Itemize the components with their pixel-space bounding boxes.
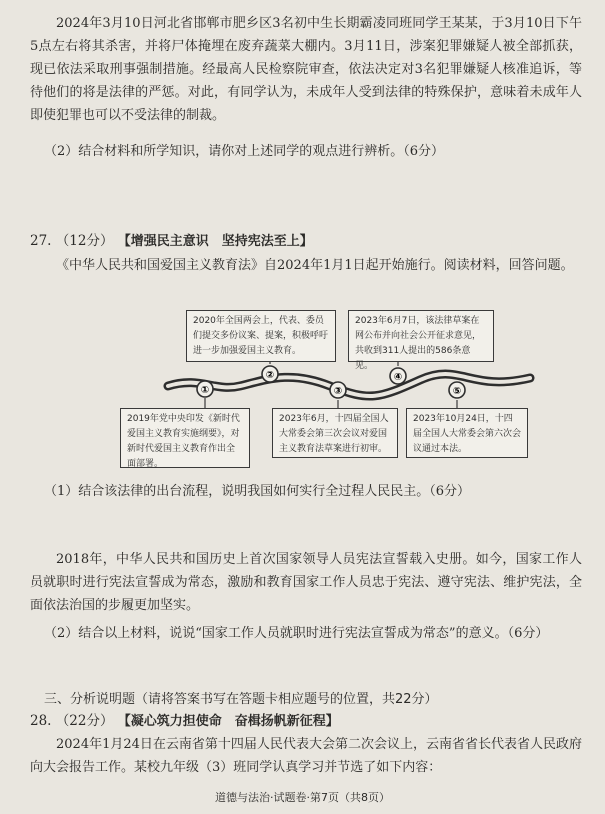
section-3-title: 三、分析说明题（请将答案书写在答题卡相应题号的位置，共22分） (44, 692, 438, 707)
svg-text:⑤: ⑤ (452, 386, 462, 397)
step-marker-1 (197, 381, 213, 397)
svg-text:②: ② (265, 370, 275, 381)
question-27-material-2: 2018年，中华人民共和国历史上首次国家领导人员宪法宣誓载入史册。如今，国家工作人员就职时进行宪法宣誓成为常态，激励和教育国家工作人员忠于宪法、遵守宪法、维护宪法，全面依法治国的步履更加坚实。 (30, 552, 582, 613)
step-box-1: 2019年党中央印发《新时代爱国主义教育实施纲要》，对新时代爱国主义教育作出全面部署。 (120, 408, 250, 468)
question-score: （22分） (55, 713, 114, 729)
step-marker-4 (390, 368, 406, 384)
step-box-5: 2023年10月24日，十四届全国人大常委会第六次会议通过本法。 (406, 408, 528, 458)
question-number: 28. (30, 713, 52, 729)
question-26-2: （2）结合材料和所学知识，请你对上述同学的观点进行辨析。（6分） (44, 144, 445, 159)
svg-text:③: ③ (333, 386, 343, 397)
svg-text:④: ④ (393, 372, 403, 383)
question-27-1: （1）结合该法律的出台流程，说明我国如何实行全过程人民民主。（6分） (44, 484, 471, 499)
case-material: 2024年3月10日河北省邯郸市肥乡区3名初中生长期霸凌同班同学王某某，于3月10日下午5点左右将其杀害，并将尸体掩埋在废弃蔬菜大棚内。3月11日，涉案犯罪嫌疑人被全部抓获，现已依法采取刑事强制措施。经最高人民检察院审查，依法决定对3名犯罪嫌疑人核准追诉，等待他们的将是法律的严惩。对此，有同学认为，未成年人受到法律的特殊保护，意味着未成年人即使犯罪也可以不受法律的制裁。 (30, 16, 582, 123)
question-theme: 【增强民主意识 坚持宪法至上】 (117, 234, 313, 249)
step-box-2: 2020年全国两会上，代表、委员们提交多份议案、提案，积极呼吁进一步加强爱国主义教育。 (186, 310, 336, 362)
step-box-3: 2023年6月，十四届全国人大常委会第三次会议对爱国主义教育法草案进行初审。 (272, 408, 398, 458)
step-box-4: 2023年6月7日，该法律草案在网公布并向社会公开征求意见，共收到311人提出的586条意见。 (348, 310, 494, 362)
question-27-2: （2）结合以上材料，说说“国家工作人员就职时进行宪法宣誓成为常态”的意义。（6分） (44, 626, 549, 641)
svg-text:①: ① (200, 385, 210, 396)
question-number: 27. (30, 233, 52, 249)
question-theme: 【凝心筑力担使命 奋楫扬帆新征程】 (117, 714, 339, 729)
page-footer: 道德与法治·试题卷·第7页（共8页） (215, 791, 390, 804)
question-28-intro: 2024年1月24日在云南省第十四届人民代表大会第二次会议上，云南省省长代表省人民政府向大会报告工作。某校九年级（3）班同学认真学习并节选了如下内容： (30, 737, 582, 775)
step-marker-3 (330, 382, 346, 398)
question-28-header (30, 710, 339, 733)
question-27-intro: 《中华人民共和国爱国主义教育法》自2024年1月1日起开始施行。阅读材料，回答问题。 (56, 258, 574, 273)
legislation-flow-diagram (0, 300, 605, 470)
step-marker-5 (449, 382, 465, 398)
question-score: （12分） (55, 233, 114, 249)
question-27-header (30, 230, 313, 253)
step-marker-2 (262, 366, 278, 382)
